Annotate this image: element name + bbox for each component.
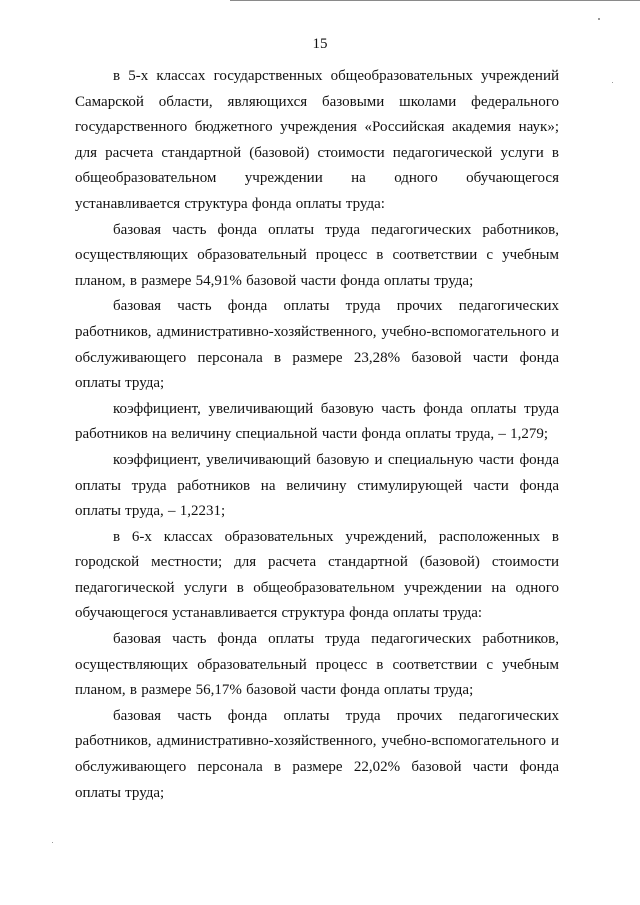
- paragraph-grade6-intro: в 6-х классах образовательных учреждений, расположенных в городской местности; для расчета стандартной (базовой) стоимости педагогической услуги в общеобразовательном учреждении на одного обучающегося устанавливается структура фонда оплаты труда:: [75, 528, 559, 622]
- document-body: [75, 64, 559, 806]
- page-number: 15: [312, 36, 328, 52]
- paragraph-grade6-other-staff: базовая часть фонда оплаты труда прочих педагогических работников, административно-хозяйственного, учебно-вспомогательного и обслуживающего персонала в размере 22,02% базовой части фонда оплаты труда;: [75, 707, 559, 801]
- paragraph-grade5-other-staff: базовая часть фонда оплаты труда прочих педагогических работников, административно-хозяйственного, учебно-вспомогательного и обслуживающего персонала в размере 23,28% базовой части фонда оплаты труда;: [75, 298, 559, 392]
- paragraph-grade6-teachers: базовая часть фонда оплаты труда педагогических работников, осуществляющих образовательный процесс в соответствии с учебным планом, в размере 56,17% базовой части фонда оплаты труда;: [75, 631, 559, 699]
- scan-speck: [598, 18, 600, 20]
- scan-speck: [52, 842, 53, 843]
- scan-edge-line: [230, 0, 640, 1]
- paragraph-grade5-intro: в 5-х классах государственных общеобразовательных учреждений Самарской области, являющихся базовыми школами федерального государственного бюджетного учреждения «Российская академия наук»; для расчета стандартной (базовой) стоимости педагогической услуги в общеобразовательном учреждении на одного обучающегося устанавливается структура фонда оплаты труда:: [75, 68, 559, 212]
- scan-speck: [612, 82, 613, 83]
- paragraph-grade5-stimulating-coef: коэффициент, увеличивающий базовую и специальную части фонда оплаты труда работников на величину стимулирующей части фонда оплаты труда, – 1,2231;: [75, 451, 559, 520]
- paragraph-grade5-teachers: базовая часть фонда оплаты труда педагогических работников, осуществляющих образовательный процесс в соответствии с учебным планом, в размере 54,91% базовой части фонда оплаты труда;: [75, 221, 559, 289]
- paragraph-grade5-special-coef: коэффициент, увеличивающий базовую часть фонда оплаты труда работников на величину специальной части фонда оплаты труда, – 1,279;: [75, 400, 559, 443]
